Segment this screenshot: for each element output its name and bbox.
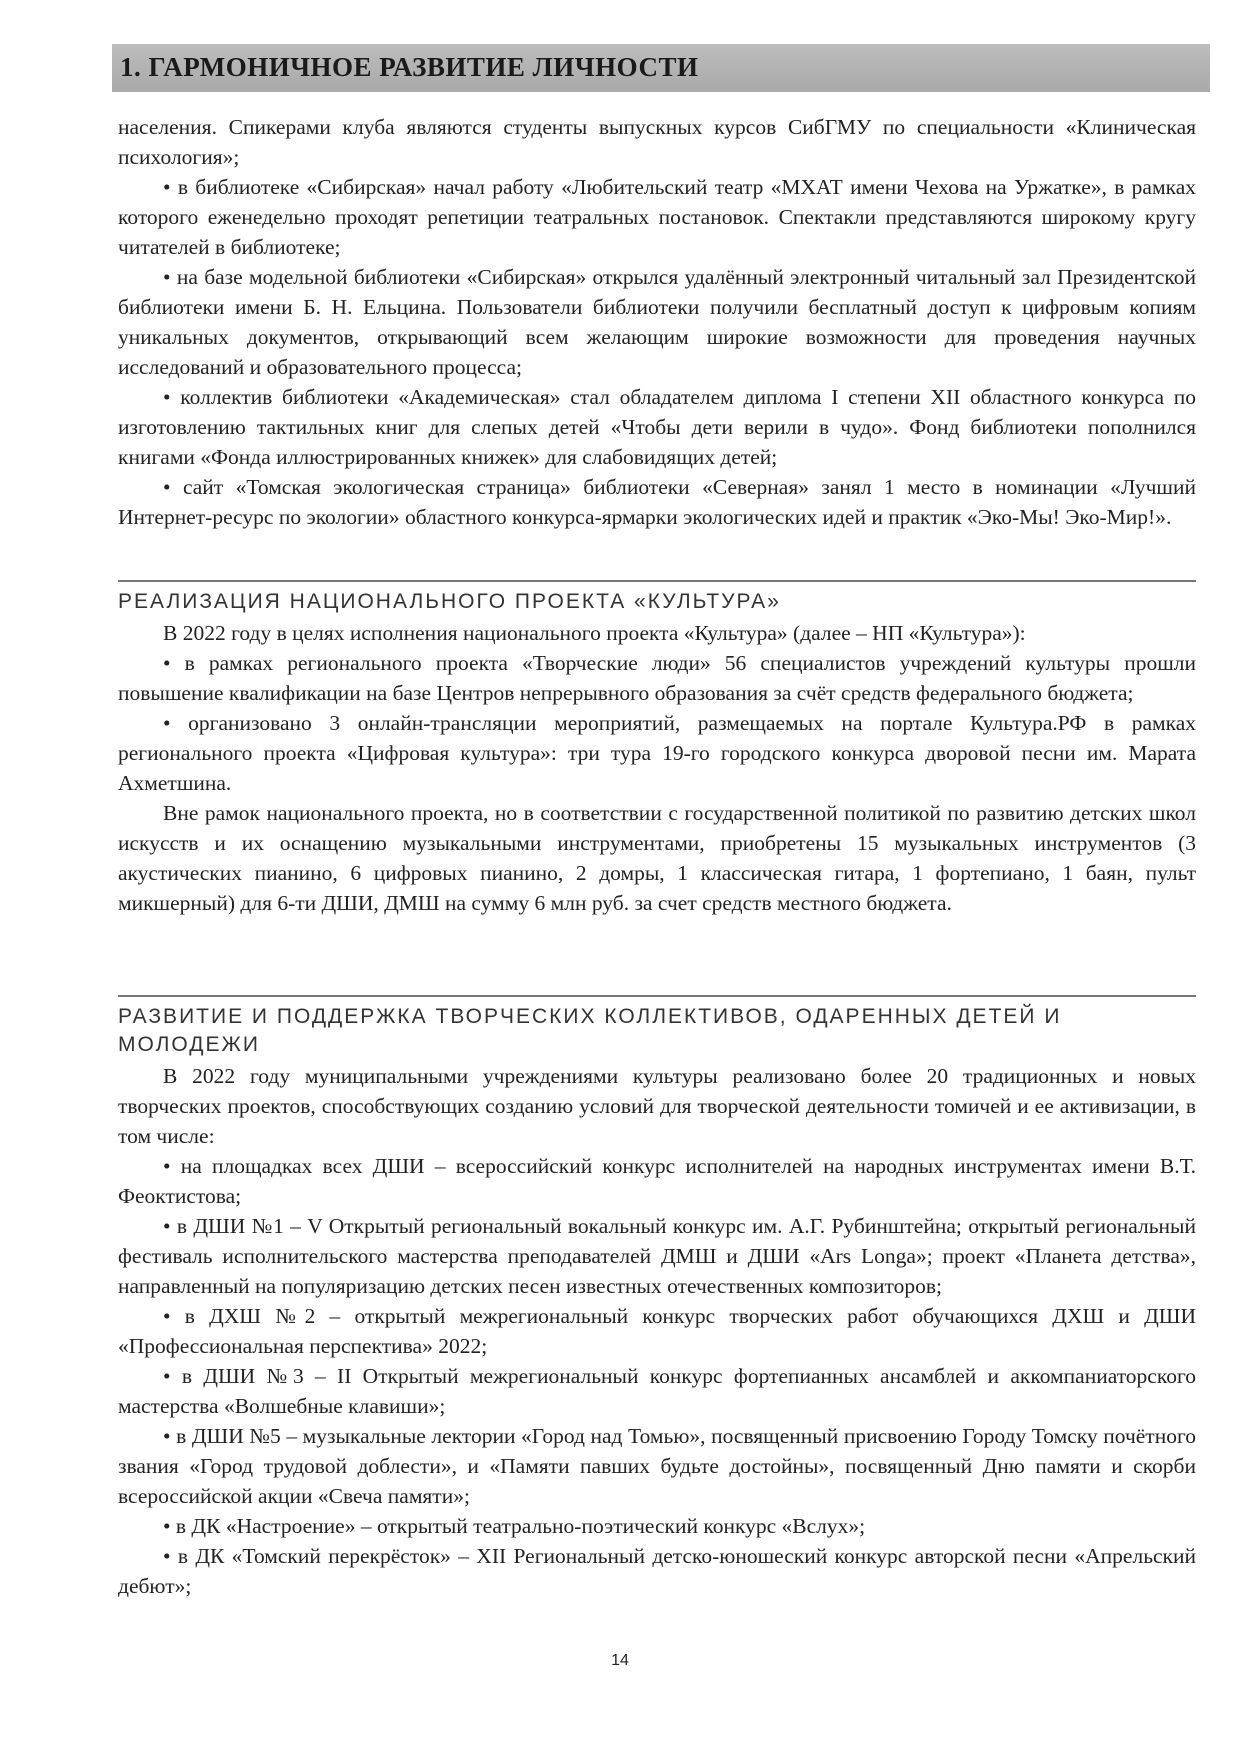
divider bbox=[118, 995, 1196, 997]
bullet-item: • в ДШИ №5 – музыкальные лектории «Город над Томью», посвященный присвоению Городу Томску почётного звания «Город трудовой доблести», и «Памяти павших будьте достойны», посвященный Дню памяти и скорби всероссийской акции «Свеча памяти»; bbox=[118, 1421, 1196, 1511]
bullet-item: • сайт «Томская экологическая страница» библиотеки «Северная» занял 1 место в номинации «Лучший Интернет-ресурс по экологии» областного конкурса-ярмарки экологических идей и практик «Эко-Мы! Эко-Мир!». bbox=[118, 472, 1196, 532]
bullet-item: • в библиотеке «Сибирская» начал работу «Любительский театр «МХАТ имени Чехова на Уржатке», в рамках которого еженедельно проходят репетиции театральных постановок. Спектакли представляются широкому кругу читателей в библиотеке; bbox=[118, 172, 1196, 262]
bullet-item: • в ДШИ №1 – V Открытый региональный вокальный конкурс им. А.Г. Рубинштейна; открытый региональный фестиваль исполнительского мастерства преподавателей ДМШ и ДШИ «Ars Longa»; проект «Планета детства», направленный на популяризацию детских песен известных отечественных композиторов; bbox=[118, 1211, 1196, 1301]
bullet-item: • в ДК «Настроение» – открытый театрально-поэтический конкурс «Вслух»; bbox=[118, 1511, 1196, 1541]
paragraph: В 2022 году в целях исполнения национального проекта «Культура» (далее – НП «Культура»): bbox=[163, 621, 1026, 645]
chapter-title: 1. ГАРМОНИЧНОЕ РАЗВИТИЕ ЛИЧНОСТИ bbox=[120, 52, 699, 82]
paragraph: Вне рамок национального проекта, но в соответствии с государственной политикой по развитию детских школ искусств и их оснащению музыкальными инструментами, приобретены 15 музыкальных инструментов (3 акустических пианино, 6 цифровых пианино, 2 домры, 1 классическая гитара, 1 фортепиано, 1 баян, пульт микшерный) для 6-ти ДШИ, ДМШ на сумму 6 млн руб. за счет средств местного бюджета. bbox=[118, 801, 1196, 915]
section-national-project bbox=[118, 580, 1196, 918]
paragraph: населения. Спикерами клуба являются студенты выпускных курсов СибГМУ по специальности «Клиническая психология»; bbox=[118, 115, 1196, 169]
intro-section bbox=[118, 112, 1196, 532]
divider bbox=[118, 580, 1196, 582]
bullet-item: • в ДК «Томский перекрёсток» – XII Региональный детско-юношеский конкурс авторской песни «Апрельский дебют»; bbox=[118, 1541, 1196, 1601]
bullet-item: • в ДШИ №3 – II Открытый межрегиональный конкурс фортепианных ансамблей и аккомпаниаторского мастерства «Волшебные клавиши»; bbox=[118, 1361, 1196, 1421]
bullet-item: • в рамках регионального проекта «Творческие люди» 56 специалистов учреждений культуры прошли повышение квалификации на базе Центров непрерывного образования за счёт средств федерального бюджета; bbox=[118, 648, 1196, 708]
paragraph: В 2022 году муниципальными учреждениями культуры реализовано более 20 традиционных и новых творческих проектов, способствующих созданию условий для творческой деятельности томичей и ее активизации, в том числе: bbox=[118, 1064, 1196, 1148]
bullet-item: • в ДХШ №2 – открытый межрегиональный конкурс творческих работ обучающихся ДХШ и ДШИ «Профессиональная перспектива» 2022; bbox=[118, 1301, 1196, 1361]
section-title: РАЗВИТИЕ И ПОДДЕРЖКА ТВОРЧЕСКИХ КОЛЛЕКТИВОВ, ОДАРЕННЫХ ДЕТЕЙ И МОЛОДЕЖИ bbox=[118, 1005, 1062, 1056]
page-number: 14 bbox=[611, 1652, 629, 1669]
section-creative-support bbox=[118, 995, 1196, 1601]
bullet-item: • на площадках всех ДШИ – всероссийский конкурс исполнителей на народных инструментах имени В.Т. Феоктистова; bbox=[118, 1151, 1196, 1211]
bullet-item: • на базе модельной библиотеки «Сибирская» открылся удалённый электронный читальный зал Президентской библиотеки имени Б. Н. Ельцина. Пользователи библиотеки получили бесплатный доступ к цифровым копиям уникальных документов, открывающий всем желающим широкие возможности для проведения научных исследований и образовательного процесса; bbox=[118, 262, 1196, 382]
section-title: РЕАЛИЗАЦИЯ НАЦИОНАЛЬНОГО ПРОЕКТА «КУЛЬТУРА» bbox=[118, 590, 781, 613]
bullet-item: • коллектив библиотеки «Академическая» стал обладателем диплома I степени XII областного конкурса по изготовлению тактильных книг для слепых детей «Чтобы дети верили в чудо». Фонд библиотеки пополнился книгами «Фонда иллюстрированных книжек» для слабовидящих детей; bbox=[118, 382, 1196, 472]
bullet-item: • организовано 3 онлайн-трансляции мероприятий, размещаемых на портале Культура.РФ в рамках регионального проекта «Цифровая культура»: три тура 19-го городского конкурса дворовой песни им. Марата Ахметшина. bbox=[118, 708, 1196, 798]
chapter-header bbox=[112, 44, 1210, 92]
